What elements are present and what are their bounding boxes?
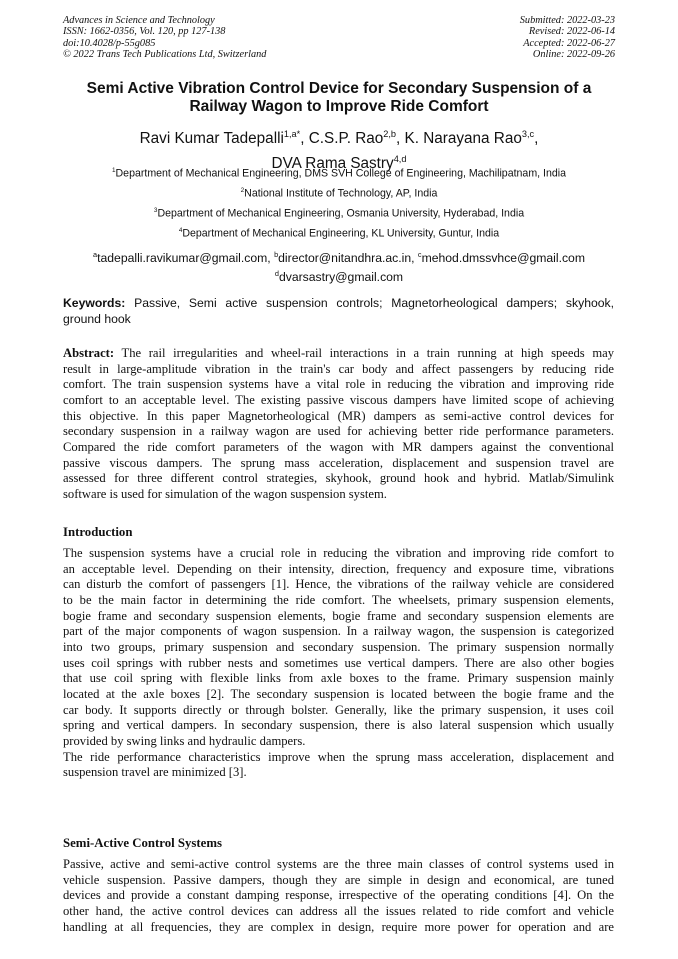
email-link[interactable]: director@nitandhra.ac.in [278,251,412,266]
author-sup: 1,a* [283,129,301,139]
doi: doi:10.4028/p-55g085 [63,37,156,49]
submitted-date: Submitted: 2022-03-23 [519,15,615,26]
author-sup: 4,d [393,154,407,165]
emails: $^a$tadepalli.ravikumar@gmail.com, $^b$director@nitandhra.ac.in, $^c$mehod.dmssvhce@gmail.com $^d$dvarsastry@gmail.com [93,250,585,285]
author-sup: 3,c [521,129,535,139]
author-sup: 2,b [383,129,397,139]
dates [520,15,615,60]
title-line: Railway Wagon to Improve Ride Comfort [189,98,489,115]
author: C.S.P. Rao [308,130,384,148]
revised-date: Revised: 2022-06-14 [528,26,615,38]
abstract: Abstract: The rail irregularities and wheel-rail interactions in a train running at high speeds may result in large-amplitude vibration in the train's car body and affect passengers by reducing ride comfort. The train suspension systems have a vital role in reducing the vibration and improving ride comfort to an acceptable level. The existing passive viscous dampers have limited scope of achieving this objective. In this paper Magnetorheological (MR) dampers as semi-active control devices for secondary suspension in a railway wagon are used for achieving better ride performance parameters. Compared the ride comfort parameters of the wagon with MR dampers against the conventional passive viscous dampers. The sprung mass acceleration, displacement and suspension travel are assessed for three different control strategies, skyhook, ground hook and hybrid. Matlab/Simulink software is used for simulation of the wagon suspension system. [63,346,615,501]
author: Ravi Kumar Tadepalli [139,130,284,148]
online-date: Online: 2022-09-26 [532,48,615,60]
title-line: Semi Active Vibration Control Device for Secondary Suspension of a [86,80,592,97]
keywords: Keywords: Passive, Semi active suspension controls; Magnetorheological dampers; skyhook, ground hook [63,296,615,326]
journal-info [63,15,266,60]
issn: ISSN: 1662-0356, Vol. 120, pp 127-138 [63,26,226,38]
email-link[interactable]: dvarsastry@gmail.com [278,270,404,285]
email-link[interactable]: tadepalli.ravikumar@gmail.com [97,251,268,266]
author: DVA Rama Sastry [271,155,394,173]
affiliation: $^1$Department of Mechanical Engineering, DMS SVH College of Engineering, Machilipatnam, India [111,167,567,180]
accepted-date: Accepted: 2022-06-27 [523,37,615,49]
introduction-text: The suspension systems have a crucial role in reducing the vibration and improving ride comfort to an acceptable level. Depending on their intensity, direction, frequency and exposure time, vibrations can disturb the comfort of passengers [1]. Hence, the vibrations of the railway vehicle are considered to be the main factor in determining the ride comfort. The wheelsets, primary suspension elements, bogie frame and secondary suspension elements, bogie frame and secondary suspension elements are part of the major components of wagon suspension. In a railway wagon, the suspension is categorized into two groups, primary suspension and secondary suspension. The primary suspension normally uses coil springs with rubber nests and sometimes use vertical dampers. There are also other bogies that use coil spring with flexible links from axle boxes to the frame. Primary suspension mainly located at the axle boxes [2]. The secondary suspension is located between the bogie frame and the car body. It supports directly or through bolster. Generally, like the primary suspension, it uses coil spring and vertical dampers. In secondary suspension, there is also lateral suspension which usually provided by swing links and hydraulic dampers. The ride performance characteristics improve when the sprung mass acceleration, displacement and suspension travel are minimized [3]. [63,546,614,780]
affiliation: $^4$Department of Mechanical Engineering, KL University, Guntur, India [178,227,500,240]
author: K. Narayana Rao [404,130,522,148]
affiliation: $^2$National Institute of Technology, AP, India [240,187,438,200]
affiliation: $^3$Department of Mechanical Engineering, Osmania University, Hyderabad, India [153,207,525,220]
section-heading: Introduction [63,525,133,539]
email-link[interactable]: mehod.dmssvhce@gmail.com [421,251,585,266]
section-heading: Semi-Active Control Systems [63,836,222,850]
abstract-label: Abstract: [63,346,115,360]
paper-title [40,80,638,116]
copyright: © 2022 Trans Tech Publications Ltd, Switzerland [63,48,267,60]
semi-active-text: Passive, active and semi-active control systems are the three main classes of control systems used in vehicle suspension. Passive dampers, though they are simple in design and economical, are tuned devices and provide a constant damping response, irrespective of the operating conditions [4]. On the other hand, the active control devices can address all the issues related to ride comfort and vehicle handling at all frequencies, they are complex in design, require more power for operation and are [63,857,614,934]
journal-name: Advances in Science and Technology [63,15,215,26]
keywords-label: Keywords: [63,296,126,310]
authors: Ravi Kumar Tadepalli$^{1,a*}$, C.S.P. Rao$^{2,b}$, K. Narayana Rao$^{3,c}$, DVA Rama Sastry$^{4,d}$ [139,129,539,173]
